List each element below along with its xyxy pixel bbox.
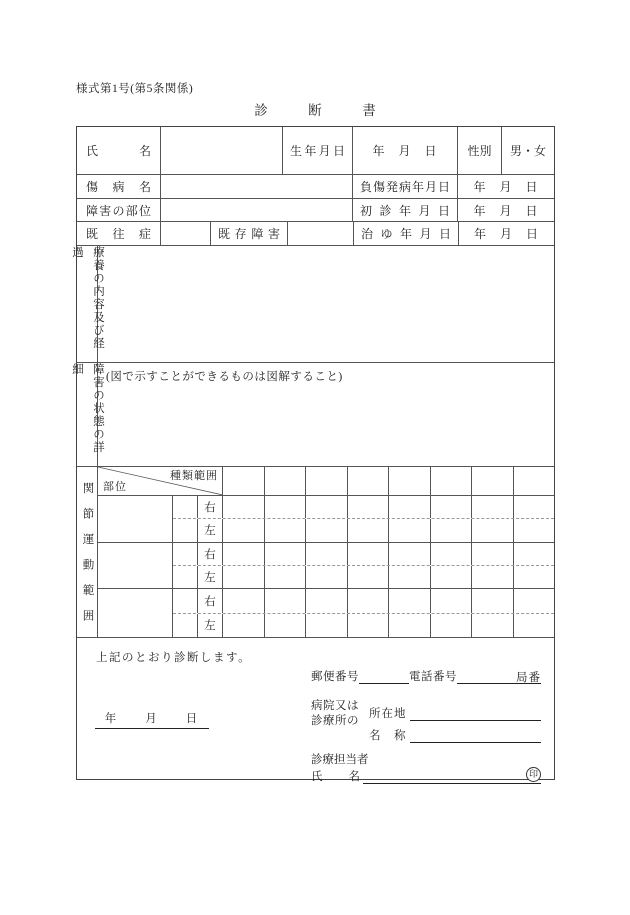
sex-value: 男・女 [509,144,546,158]
form-number: 様式第1号(第5条関係) [76,83,194,95]
joint-row-right [173,496,554,519]
joint-header-cell [223,467,265,495]
existing-disability-value-cell [288,222,354,245]
facility-name-field-line [410,729,542,743]
joint-group [98,589,554,637]
joint-header-cell [431,467,473,495]
hospital-label-line2: 診療所の [311,715,359,727]
doctor-name-field-line [363,769,541,784]
detail-content-area [98,363,554,466]
part-value-cell [161,199,353,221]
heal-date-label: 治ゆ年月日 [361,227,451,241]
joint-part-label: 部位 [103,480,127,493]
section-joint-range [77,467,554,638]
seal-icon: 印 [526,767,541,782]
contact-block [311,668,541,784]
joint-row-left [173,566,554,588]
injury-label: 傷病名 [86,180,151,194]
birthdate-label: 生年月日 [290,144,345,158]
joint-part-cell [98,589,173,637]
row-history [77,222,554,246]
station-label: 局番 [457,669,541,684]
joint-header-row [98,467,554,496]
address-field-line [410,707,542,721]
date-line: 年 月 日 [95,710,209,729]
part-label: 障害の部位 [86,203,151,218]
joint-header-cell [306,467,348,495]
right-side-label: 右 [198,496,223,518]
injury-date-label: 負傷発病年月日 [360,180,450,194]
postal-field-line [359,670,409,684]
joint-row-right [173,543,554,566]
history-label: 既往症 [86,227,151,241]
detail-note: (図で示すことができるものは図解すること) [106,371,343,383]
joint-group [98,543,554,590]
joint-narrow-cell [173,496,198,518]
row-injury [77,175,554,199]
joint-narrow-cell [173,566,198,588]
signature-section [77,638,554,783]
joint-diagonal-header [98,467,223,495]
postal-label: 郵便番号 [311,671,359,683]
doctor-block [311,751,541,784]
joint-row-left [173,614,554,637]
injury-value-cell [161,175,353,198]
hospital-block [311,699,541,743]
joint-narrow-cell [173,589,198,612]
diagnosis-form [71,126,555,783]
postal-phone-line [311,668,541,684]
diagnosis-statement: 上記のとおり診断します。 [96,652,252,664]
treatment-content-area [98,246,554,362]
joint-narrow-cell [173,519,198,541]
joint-type-label: 種類範囲 [170,470,218,482]
first-exam-label: 初診年月日 [360,203,450,218]
joint-row-right [173,589,554,613]
joint-section-label: 関節運動範囲 [77,467,98,637]
joint-part-cell [98,496,173,542]
joint-header-cell [472,467,514,495]
joint-narrow-cell [173,543,198,565]
phone-label: 電話番号 [409,671,457,683]
section-treatment [71,246,554,363]
left-side-label: 左 [198,519,223,541]
existing-disability-label: 既存障害 [218,227,280,241]
left-side-label: 左 [198,614,223,637]
joint-row-left [173,519,554,541]
name-label: 氏名 [86,144,151,158]
joint-narrow-cell [173,614,198,637]
right-side-label: 右 [198,543,223,565]
facility-name-row [369,721,541,743]
joint-part-cell [98,543,173,589]
hospital-label [311,699,369,743]
joint-header-cell [514,467,555,495]
joint-header-cell [348,467,390,495]
facility-name-label: 名 称 [369,730,407,742]
birthdate-value: 年 月 日 [353,127,458,174]
address-label: 所在地 [369,708,407,720]
left-side-label: 左 [198,566,223,588]
doctor-name-row [311,768,541,784]
first-exam-value: 年 月 日 [473,203,539,218]
address-row [369,699,541,721]
history-value-cell [161,222,211,245]
doctor-label: 診療担当者 [311,754,369,766]
injury-date-value: 年 月 日 [473,180,539,194]
row-part [77,199,554,222]
hospital-label-line1: 病院又は [311,700,359,712]
joint-group [98,496,554,543]
right-side-label: 右 [198,589,223,612]
section-detail [71,363,554,467]
sex-label: 性別 [458,127,502,174]
name-value-cell [161,127,283,174]
row-name [77,127,554,175]
page-title: 診断書 [254,103,417,118]
doctor-name-label: 氏 名 [311,771,361,783]
joint-header-cell [265,467,307,495]
joint-header-cell [389,467,431,495]
joint-table [98,467,554,637]
detail-label: 障害の状態の詳細 [77,363,98,466]
treatment-label: 療養の内容及び経過 [77,246,98,362]
heal-date-value: 年 月 日 [473,227,539,241]
